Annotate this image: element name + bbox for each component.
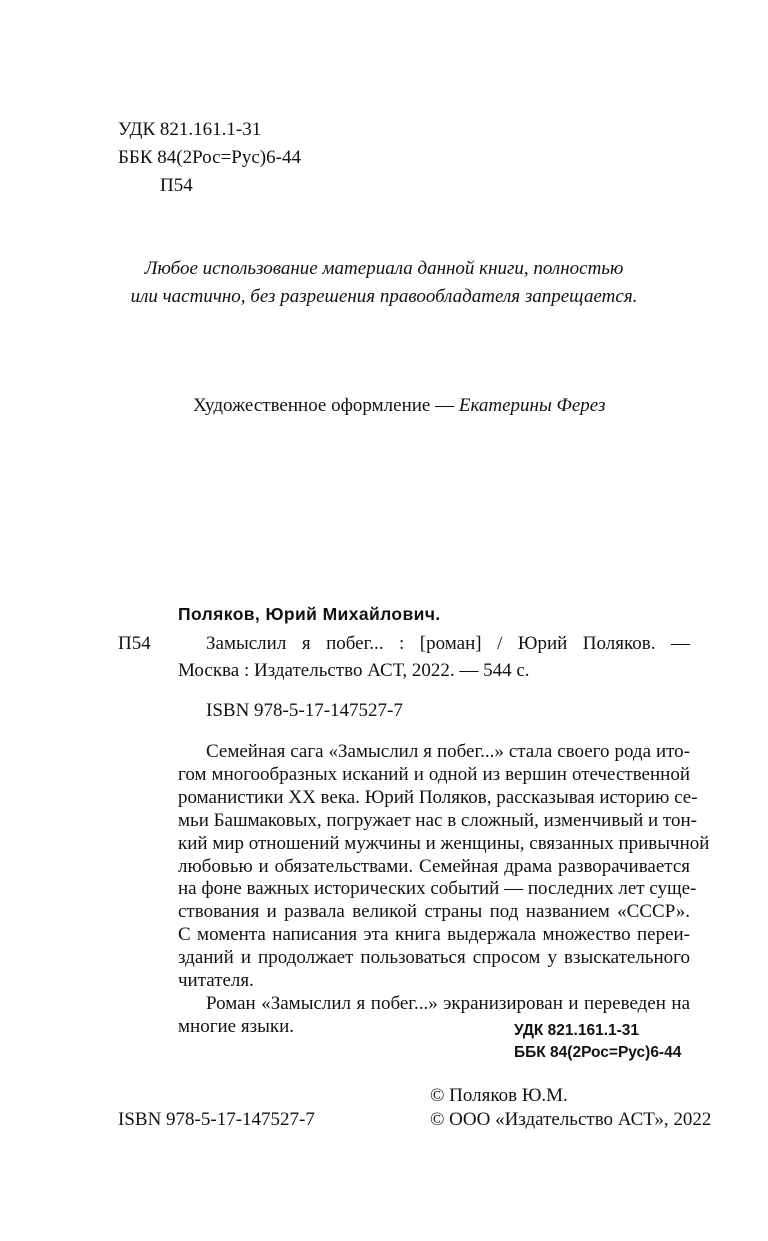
copyright-notice — [0, 255, 768, 311]
annotation-line: романистики XX века. Юрий Поляков, рассказывая историю се- — [178, 786, 698, 808]
catalog-title-line: Замыслил я побег... : [роман] / Юрий Поляков. — — [206, 633, 690, 654]
annotation-line: читателя. — [178, 970, 254, 992]
annotation-line: Роман «Замыслил я побег...» экранизирован и переведен на — [206, 992, 690, 1014]
annotation-line: мьи Башмаковых, погружает нас в сложный, изменчивый и тон- — [178, 809, 697, 831]
annotation-line: ствования и развала великой страны под названием «СССР». — [178, 901, 690, 923]
catalog-author-mark: П54 — [118, 633, 151, 654]
annotation-line: многие языки. — [178, 1015, 294, 1037]
designer-name: Екатерины Ферез — [458, 395, 606, 416]
design-label: Художественное оформление — — [193, 395, 455, 416]
catalog-imprint-line: Москва : Издательство АСТ, 2022. — 544 с. — [178, 660, 530, 681]
notice-line: Любое использование материала данной книги, полностью — [144, 258, 624, 279]
annotation-line: С момента написания эта книга выдержала множество переи- — [178, 924, 690, 946]
footer-isbn: ISBN 978-5-17-147527-7 — [118, 1109, 315, 1130]
copyright-publisher: © ООО «Издательство АСТ», 2022 — [430, 1109, 712, 1130]
footer-udk-code: УДК 821.161.1-31 — [514, 1022, 640, 1039]
annotation-line: зданий и продолжает пользоваться спросом у взыскательного — [178, 947, 690, 969]
catalog-author: Поляков, Юрий Михайлович. — [178, 604, 441, 624]
annotation-line: гом многообразных исканий и одной из вершин отечественной — [178, 763, 690, 785]
annotation-line: любовью и обязательствами. Семейная драма разворачивается — [178, 855, 690, 877]
annotation — [178, 741, 710, 1039]
annotation-line: на фоне важных исторических событий — последних лет суще- — [178, 878, 697, 900]
design-credit — [193, 394, 605, 418]
udk-code: УДК 821.161.1-31 — [118, 119, 262, 140]
notice-line: или частично, без разрешения правообладателя запрещается. — [130, 286, 638, 307]
catalog-isbn: ISBN 978-5-17-147527-7 — [206, 700, 403, 721]
footer-bbk-code: ББК 84(2Рос=Рус)6-44 — [514, 1044, 682, 1061]
author-mark: П54 — [160, 175, 193, 196]
copyright-author: © Поляков Ю.М. — [430, 1085, 568, 1106]
bbk-code: ББК 84(2Рос=Рус)6-44 — [118, 147, 301, 168]
annotation-line: кий мир отношений мужчины и женщины, связанных привычной — [178, 832, 710, 854]
annotation-line: Семейная сага «Замыслил я побег...» стала своего рода ито- — [206, 741, 690, 762]
